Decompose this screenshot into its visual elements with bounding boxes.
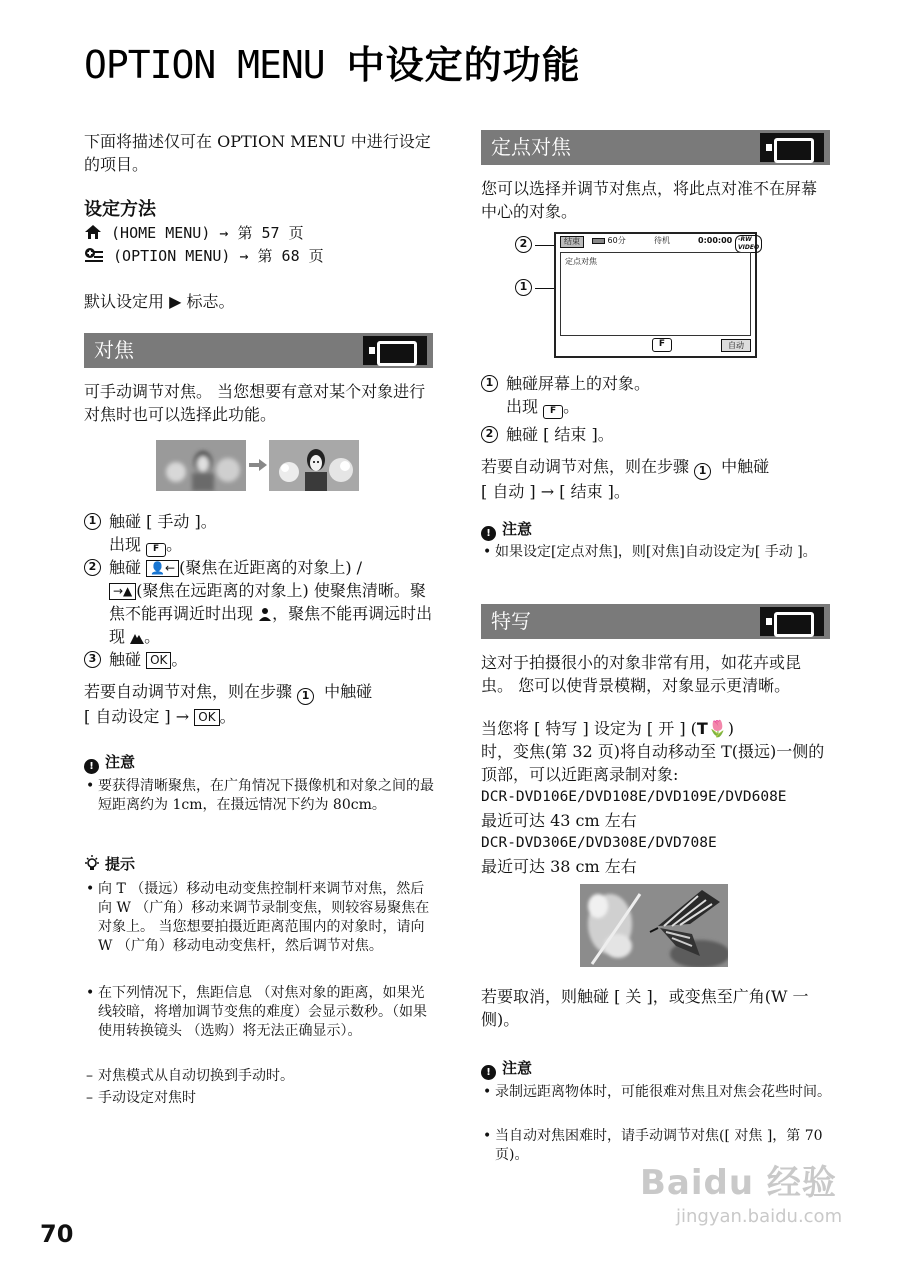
lcd-status: 待机 [654, 236, 670, 245]
home-icon [84, 224, 102, 240]
far-focus-button[interactable]: →▲ [109, 583, 136, 600]
option-menu-ref [84, 245, 434, 268]
focus-step-2-d: ，聚焦不能再调远时出现 [109, 604, 433, 646]
focus-indicator-icon: F [146, 543, 166, 557]
focus-auto-instructions [84, 680, 434, 728]
spot-step-1: 1 触碰屏幕上的对象。 出现 F 。 [481, 372, 831, 419]
closeup-desc-2-b: ) [727, 719, 734, 738]
focus-step-1-text: 触碰 [ 手动 ]。 [109, 512, 217, 531]
callout-1: 1 [515, 279, 532, 296]
focus-tip-1: • 向 T （摄远）移动电动变焦控制杆来调节对焦，然后向 W （广角）移动来调节录制变焦，则较容易聚焦在对象上。 当您想要拍摄近距离范围内的对象时，请向 W （广角）移动电动变焦杆，然后调节对焦。 [84, 880, 434, 956]
watermark-brand: Baidu 经验 [640, 1163, 837, 1203]
intro-text: 下面将描述仅可在 OPTION MENU 中进行设定的项目。 [84, 132, 431, 174]
person-icon [258, 607, 272, 621]
step-ref-1: 1 [694, 463, 711, 480]
lcd-focus-indicator-icon: F [652, 338, 672, 352]
focus-step-3-text: 触碰 [109, 650, 147, 669]
spot-auto-b: 中触碰 [716, 457, 770, 476]
focus-image-sharp [269, 440, 359, 491]
page-title [84, 34, 581, 89]
focus-heading: 对焦 [94, 338, 134, 362]
focus-tip-2: • 在下列情况下，焦距信息 （对焦对象的距离，如果光线较暗，将增加调节变焦的难度）会显示数秒。（如果使用转换镜头 （选购）将无法正确显示）。 [84, 984, 434, 1041]
closeup-desc-2-a: 当您将 [ 特写 ] 设定为 [ 开 ] ( [481, 719, 697, 738]
butterfly-image [580, 884, 728, 967]
lcd-end-button[interactable]: 结束 [560, 236, 584, 248]
callout-2: 2 [515, 236, 532, 253]
lcd-diagram [481, 130, 831, 380]
focus-auto-a: 若要自动调节对焦，则在步骤 [84, 682, 298, 701]
near-focus-button[interactable]: 👤← [146, 560, 179, 577]
step-number-1: 1 [481, 375, 498, 392]
page-number: 70 [40, 1220, 74, 1248]
closeup-note-heading [481, 1057, 532, 1080]
caution-icon: ! [481, 526, 496, 541]
spot-note-heading [481, 518, 532, 541]
closeup-heading: 特写 [491, 609, 531, 633]
closeup-range-2: 最近可达 38 cm 左右 [481, 857, 637, 876]
spot-step-2 [481, 423, 831, 446]
focus-step-3 [84, 648, 434, 671]
title-cn: 中设定的功能 [346, 43, 581, 87]
spot-focus-desc: 您可以选择并调节对焦点，将此点对准不在屏幕中心的对象。 [481, 179, 818, 221]
lightbulb-icon [84, 855, 100, 872]
spot-step-1-sub: 出现 [506, 397, 544, 416]
camera-mode-icon [363, 336, 427, 365]
closeup-section-bar [481, 604, 830, 639]
step-number-2: 2 [84, 559, 101, 576]
focus-step-2 [84, 556, 434, 648]
lcd-battery-text: 60分 [607, 236, 626, 245]
focus-desc: 可手动调节对焦。 当您想要有意对某个对象进行对焦时也可以选择此功能。 [84, 382, 426, 424]
focus-indicator-icon: F [543, 405, 563, 419]
closeup-desc-2 [481, 717, 831, 740]
lcd-viewfinder[interactable] [560, 252, 751, 336]
focus-step-2-a: 触碰 [109, 558, 147, 577]
closeup-desc-1: 这对于拍摄很小的对象非常有用，如花卉或昆虫。 您可以使背景模糊，对象显示更清晰。 [481, 653, 802, 695]
watermark-url: jingyan.baidu.com [676, 1206, 843, 1227]
focus-auto-d: 。 [219, 707, 236, 726]
spot-note-heading-text: 注意 [502, 520, 533, 538]
spot-step-1-text: 触碰屏幕上的对象。 [506, 374, 651, 393]
focus-step-2-b: (聚焦在近距离的对象上) / [179, 558, 363, 577]
default-note: 默认设定用 ▶ 标志。 [84, 292, 235, 311]
spot-step-2-text: 触碰 [ 结束 ]。 [506, 425, 614, 444]
mountain-icon [130, 630, 144, 644]
focus-step-2-c: (聚焦在远距离的对象上) 使聚焦清晰。聚焦不能再调近时出现 [109, 581, 426, 623]
ok-button[interactable]: OK [146, 652, 171, 669]
closeup-desc-3: 时，变焦(第 32 页)将自动移动至 T(摄远)一侧的顶部，可以近距离录制对象: [481, 742, 825, 784]
step-number-1: 1 [84, 513, 101, 530]
closeup-cancel: 若要取消，则触碰 [ 关 ]，或变焦至广角(W 一侧)。 [481, 987, 809, 1029]
option-menu-icon [84, 247, 104, 263]
spot-note-item: • 如果设定[定点对焦]，则[对焦]自动设定为[ 手动 ]。 [481, 543, 831, 562]
option-menu-ref-text: (OPTION MENU) → 第 68 页 [113, 247, 324, 265]
closeup-note-1: • 录制远距离物体时，可能很难对焦且对焦会花些时间。 [481, 1083, 831, 1102]
spot-auto-c: [ 自动 ] → [ 结束 ]。 [481, 482, 630, 501]
closeup-models-2: DCR-DVD306E/DVD308E/DVD708E [481, 835, 717, 851]
ok-button-ref[interactable]: OK [194, 709, 219, 726]
focus-tip-heading-text: 提示 [105, 855, 136, 873]
focus-step-3-end: 。 [171, 650, 188, 669]
spot-auto-a: 若要自动调节对焦，则在步骤 [481, 457, 695, 476]
focus-step-1-sub: 出现 [109, 535, 147, 554]
focus-tip-heading [84, 853, 135, 874]
lcd-label: 定点对焦 [565, 257, 597, 266]
spot-focus-heading: 定点对焦 [491, 135, 571, 159]
arrow-right-icon [249, 459, 267, 471]
focus-image-blurred [156, 440, 246, 491]
camera-mode-icon [760, 607, 824, 636]
closeup-range-1: 最近可达 43 cm 左右 [481, 811, 637, 830]
lcd-battery [592, 234, 626, 248]
focus-auto-b: 中触碰 [319, 682, 373, 701]
focus-tip-2-dash-1: – 对焦模式从自动切换到手动时。 [84, 1067, 434, 1086]
home-menu-ref [84, 222, 434, 245]
focus-note-heading [84, 751, 135, 774]
lcd-media: -RW VIDEO [735, 235, 762, 253]
lcd-auto-button[interactable]: 自动 [721, 339, 751, 352]
focus-step-1: 1 触碰 [ 手动 ]。 出现 F 。 [84, 510, 434, 557]
step-ref-1: 1 [297, 688, 314, 705]
closeup-note-heading-text: 注意 [502, 1059, 533, 1077]
focus-auto-c: [ 自动设定 ] → [84, 707, 195, 726]
closeup-tele-macro-icon: T🌷 [696, 719, 728, 738]
setting-method-heading: 设定方法 [84, 199, 156, 220]
battery-icon [592, 238, 605, 244]
closeup-models-1: DCR-DVD106E/DVD108E/DVD109E/DVD608E [481, 789, 787, 805]
focus-tip-2-dash-2: – 手动设定对焦时 [84, 1089, 434, 1108]
focus-note-item: • 要获得清晰聚焦，在广角情况下摄像机和对象之间的最短距离约为 1cm，在摄远情况下约为 80cm。 [84, 777, 434, 815]
focus-step-2-e: 。 [144, 627, 161, 646]
step-number-3: 3 [84, 651, 101, 668]
spot-auto-instructions [481, 455, 831, 503]
home-menu-ref-text: (HOME MENU) → 第 57 页 [111, 224, 304, 242]
focus-note-heading-text: 注意 [105, 753, 136, 771]
closeup-note-2: • 当自动对焦困难时，请手动调节对焦([ 对焦 ]，第 70 页)。 [481, 1127, 831, 1165]
focus-section-bar [84, 333, 433, 368]
step-number-2: 2 [481, 426, 498, 443]
lcd-status-bar [556, 234, 760, 251]
lcd-time: 0:00:00 [698, 236, 733, 245]
caution-icon: ! [481, 1065, 496, 1080]
lcd-screen [554, 232, 760, 358]
caution-icon: ! [84, 759, 99, 774]
title-latin: OPTION MENU [84, 43, 325, 87]
